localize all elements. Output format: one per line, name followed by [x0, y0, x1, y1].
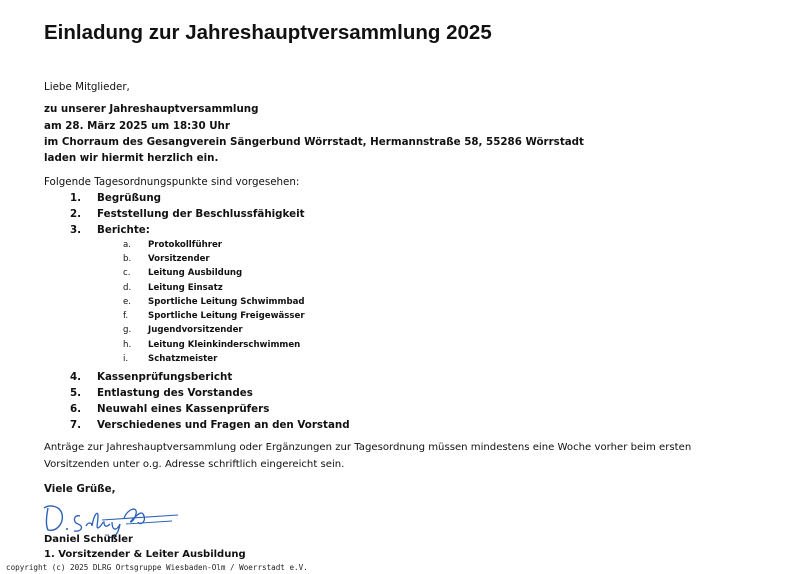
note-line: Vorsitzenden unter o.g. Adresse schriftlich eingereicht sein.: [44, 459, 345, 470]
report-item: Protokollführer: [148, 240, 223, 250]
report-item: Leitung Ausbildung: [148, 268, 243, 278]
report-letter: b.: [123, 254, 132, 264]
agenda-item: Feststellung der Beschlussfähigkeit: [97, 208, 305, 220]
intro-line: laden wir hiermit herzlich ein.: [44, 152, 219, 164]
agenda-item: Entlastung des Vorstandes: [97, 387, 253, 399]
agenda-number: 3.: [70, 224, 82, 236]
closing: Viele Grüße,: [44, 483, 116, 495]
report-item: Leitung Einsatz: [148, 283, 223, 293]
intro-date-line: am 28. März 2025 um 18:30 Uhr: [44, 120, 230, 132]
agenda-number: 6.: [70, 403, 82, 415]
report-letter: f.: [123, 311, 129, 321]
signer-name: Daniel Schüßler: [44, 534, 133, 545]
signature-image: [42, 496, 182, 538]
agenda-item: Verschiedenes und Fragen an den Vorstand: [97, 419, 350, 431]
report-letter: g.: [123, 325, 132, 335]
agenda-number: 2.: [70, 208, 82, 220]
agenda-number: 7.: [70, 419, 82, 431]
report-item: Jugendvorsitzender: [148, 325, 243, 335]
agenda-item: Kassenprüfungsbericht: [97, 371, 233, 383]
report-letter: h.: [123, 340, 132, 350]
report-item: Vorsitzender: [148, 254, 210, 264]
report-item: Leitung Kleinkinderschwimmen: [148, 340, 301, 350]
report-item: Sportliche Leitung Freigewässer: [148, 311, 305, 321]
report-letter: e.: [123, 297, 132, 307]
report-item: Sportliche Leitung Schwimmbad: [148, 297, 305, 307]
copyright-footer: copyright (c) 2025 DLRG Ortsgruppe Wiesbaden-Olm / Woerrstadt e.V.: [6, 563, 308, 572]
greeting: Liebe Mitglieder,: [44, 81, 130, 93]
agenda-number: 5.: [70, 387, 82, 399]
agenda-item: Begrüßung: [97, 192, 162, 204]
report-letter: a.: [123, 240, 131, 250]
document-title: Einladung zur Jahreshauptversammlung 2025: [44, 21, 492, 44]
signer-role: 1. Vorsitzender & Leiter Ausbildung: [44, 549, 246, 560]
report-item: Schatzmeister: [148, 354, 218, 364]
intro-line: zu unserer Jahreshauptversammlung: [44, 103, 259, 115]
agenda-item: Neuwahl eines Kassenprüfers: [97, 403, 270, 415]
agenda-number: 1.: [70, 192, 82, 204]
report-letter: i.: [123, 354, 129, 364]
note-line: Anträge zur Jahreshauptversammlung oder Ergänzungen zur Tagesordnung müssen mindestens eine Woche vorher beim ersten: [44, 442, 692, 453]
intro-location-line: im Chorraum des Gesangverein Sängerbund Wörrstadt, Hermannstraße 58, 55286 Wörrstadt: [44, 136, 584, 148]
agenda-intro: Folgende Tagesordnungspunkte sind vorgesehen:: [44, 176, 300, 188]
agenda-item: Berichte:: [97, 224, 150, 236]
agenda-number: 4.: [70, 371, 82, 383]
report-letter: d.: [123, 283, 132, 293]
report-letter: c.: [123, 268, 131, 278]
